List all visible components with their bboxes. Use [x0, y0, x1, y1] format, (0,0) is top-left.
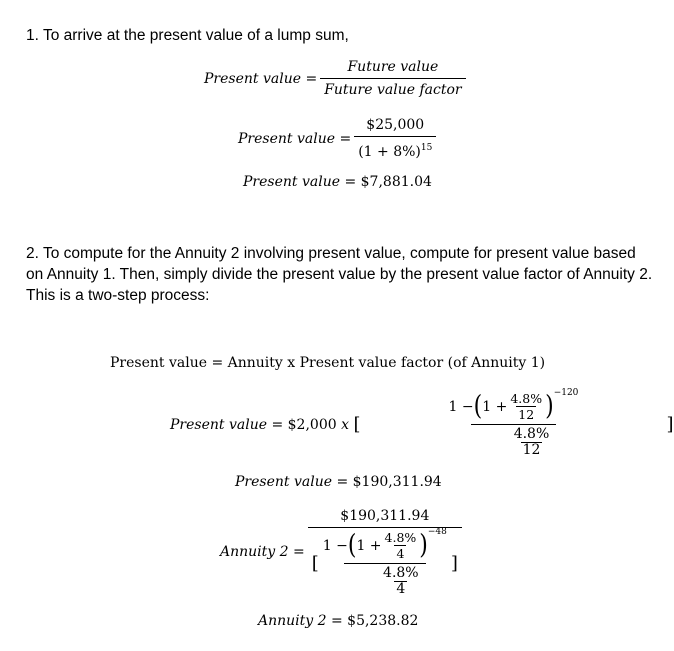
pv-calculation: Present value = $\frac{\$25,000}{(1 + 8\%)^{15}}$ — [238, 117, 439, 160]
annuity-formula: Present value = Annuity x Present value factor (of Annuity 1) — [110, 355, 546, 371]
pv-annuity-calculation: Present value = $2,000 x [ 1 − ( 1 + $\frac{4.8\%}{12}$ ) −120 $\frac{4.8\%}{12}$ ] — [170, 387, 674, 458]
annuity2-result: Annuity 2 = $5,238.82 — [258, 613, 419, 629]
pv-annuity-result: Present value = $190,311.94 — [235, 474, 442, 490]
pv-fraction: $\frac{\$25,000}{(1 + 8\%)^{15}}$ — [354, 117, 436, 160]
step2-intro: 2. To compute for the Annuity 2 involving present value, compute for present value based on Annuity 1. Then, simply divide the present value by the present value factor of Annuity 2. This is a two-step process: — [26, 245, 653, 304]
fv-fraction: $\frac{\text{Future value}}{\text{Future value factor}}$ — [320, 59, 465, 98]
pv-formula: Present value = $\frac{\text{Future value}}{\text{Future value factor}}$ — [204, 59, 469, 98]
annuity2-fraction: $190,311.94 [ 1 − ( 1 + $\frac{4.8\%}{4}$ ) −48 $\frac{4.8\%}{4}$ ] — [308, 508, 462, 596]
annuity2-calculation: Annuity 2 = $190,311.94 [ 1 − ( 1 + $\frac{4.8\%}{4}$ ) −48 $\frac{4.8\%}{4}$ ] — [220, 508, 465, 596]
step1-intro: 1. To arrive at the present value of a lump sum, — [26, 27, 349, 44]
pv-result: Present value = $7,881.04 — [243, 174, 432, 190]
annuity1-factor: 1 − ( 1 + $\frac{4.8\%}{12}$ ) −120 $\frac{4.8\%}{12}$ — [448, 387, 579, 458]
